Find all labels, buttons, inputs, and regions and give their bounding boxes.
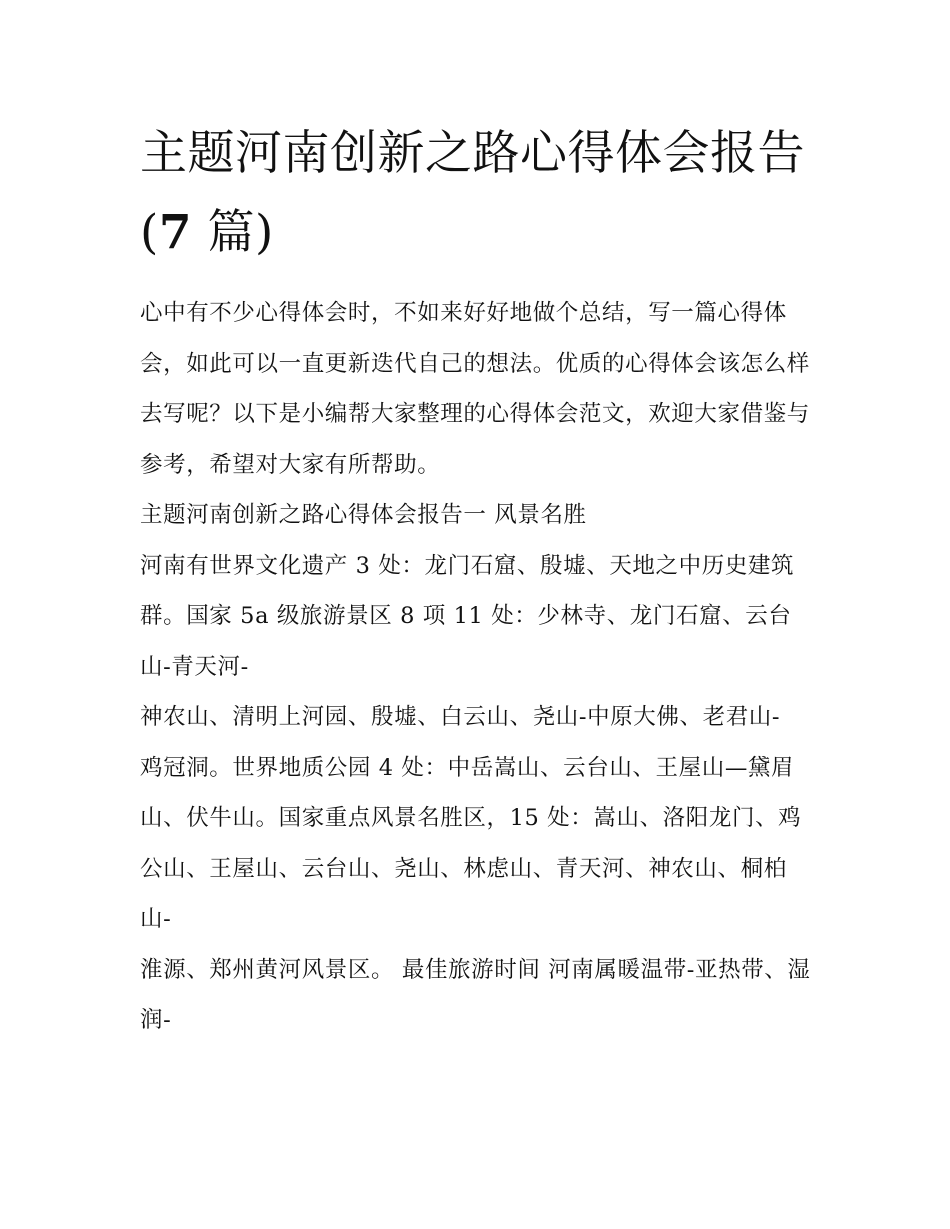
body-paragraph: 淮源、郑州黄河风景区。 最佳旅游时间 河南属暖温带-亚热带、湿润- — [140, 956, 811, 1033]
body-paragraph: 河南有世界文化遗产 3 处：龙门石窟、殷墟、天地之中历史建筑群。国家 5a 级旅游景区 8 项 11 处：少林寺、龙门石窟、云台山-青天河- — [140, 552, 795, 680]
document-body — [140, 288, 812, 1046]
body-paragraph: 鸡冠洞。世界地质公园 4 处：中岳嵩山、云台山、王屋山—黛眉山、伏牛山。国家重点风景名胜区，15 处：嵩山、洛阳龙门、鸡公山、王屋山、云台山、尧山、林虑山、青天河、神农山、桐柏山- — [140, 754, 802, 932]
title-suffix: 篇) — [207, 205, 274, 260]
document-title — [140, 114, 812, 272]
title-count: 7 — [158, 205, 193, 260]
body-paragraph: 神农山、清明上河园、殷墟、白云山、尧山-中原大佛、老君山- — [140, 704, 781, 730]
intro-paragraph: 心中有不少心得体会时，不如来好好地做个总结，写一篇心得体会，如此可以一直更新迭代自己的想法。优质的心得体会该怎么样去写呢？以下是小编帮大家整理的心得体会范文，欢迎大家借鉴与参考，希望对大家有所帮助。 — [140, 300, 810, 478]
document-content — [140, 114, 812, 1046]
section-heading: 主题河南创新之路心得体会报告一 风景名胜 — [140, 502, 587, 528]
title-text: 主题河南创新之路心得体会报告( — [140, 126, 805, 260]
